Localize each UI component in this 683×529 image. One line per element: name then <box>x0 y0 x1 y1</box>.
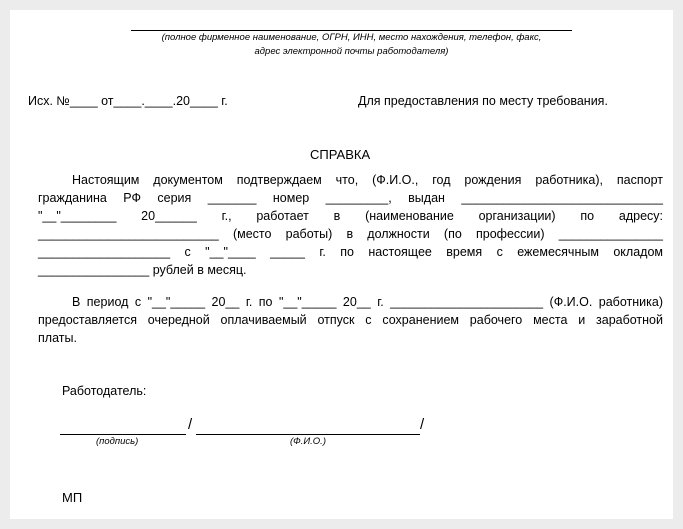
purpose-text: Для предоставления по месту требования. <box>358 94 608 108</box>
paragraph-line: гражданина РФ серия _______ номер _________, выдан _____________________________ <box>38 191 663 205</box>
paragraph-line: В период с "__"_____ 20__ г. по "__"_____ 20__ г. ______________________ (Ф.И.О. работника) <box>72 295 663 309</box>
header-caption-line1: (полное фирменное наименование, ОГРН, ИНН, место нахождения, телефон, факс, <box>161 32 542 43</box>
name-line <box>196 434 420 435</box>
name-slash: / <box>420 416 425 433</box>
stamp-placeholder: МП <box>62 490 83 505</box>
paragraph-vacation <box>38 293 663 347</box>
document-title: СПРАВКА <box>310 147 371 162</box>
name-caption: (Ф.И.О.) <box>290 436 326 447</box>
employer-label: Работодатель: <box>62 384 147 398</box>
paragraph-line: предоставляется очередной оплачиваемый отпуск с сохранением рабочего места и заработной <box>38 313 663 327</box>
header-caption-line2: адрес электронной почты работодателя) <box>254 46 449 57</box>
paragraph-line: ___________________ с "__"____ _____ г. по настоящее время с ежемесячным окладом <box>38 245 663 259</box>
document-page <box>10 10 673 519</box>
paragraph-employment <box>38 171 663 279</box>
paragraph-line: ________________ рублей в месяц. <box>38 263 247 277</box>
paragraph-line: Настоящим документом подтверждаем что, (Ф.И.О., год рождения работника), паспорт <box>72 173 663 187</box>
paragraph-line: платы. <box>38 331 77 345</box>
paragraph-line: "__"________ 20______ г., работает в (наименование организации) по адресу: <box>38 209 663 223</box>
signature-caption: (подпись) <box>96 436 139 447</box>
paragraph-line: __________________________ (место работы) в должности (по профессии) _______________ <box>38 227 663 241</box>
signature-slash: / <box>188 416 193 433</box>
signature-line <box>60 434 186 435</box>
header-underline <box>131 30 572 31</box>
reference-number: Исх. №____ от____.____.20____ г. <box>28 94 228 108</box>
